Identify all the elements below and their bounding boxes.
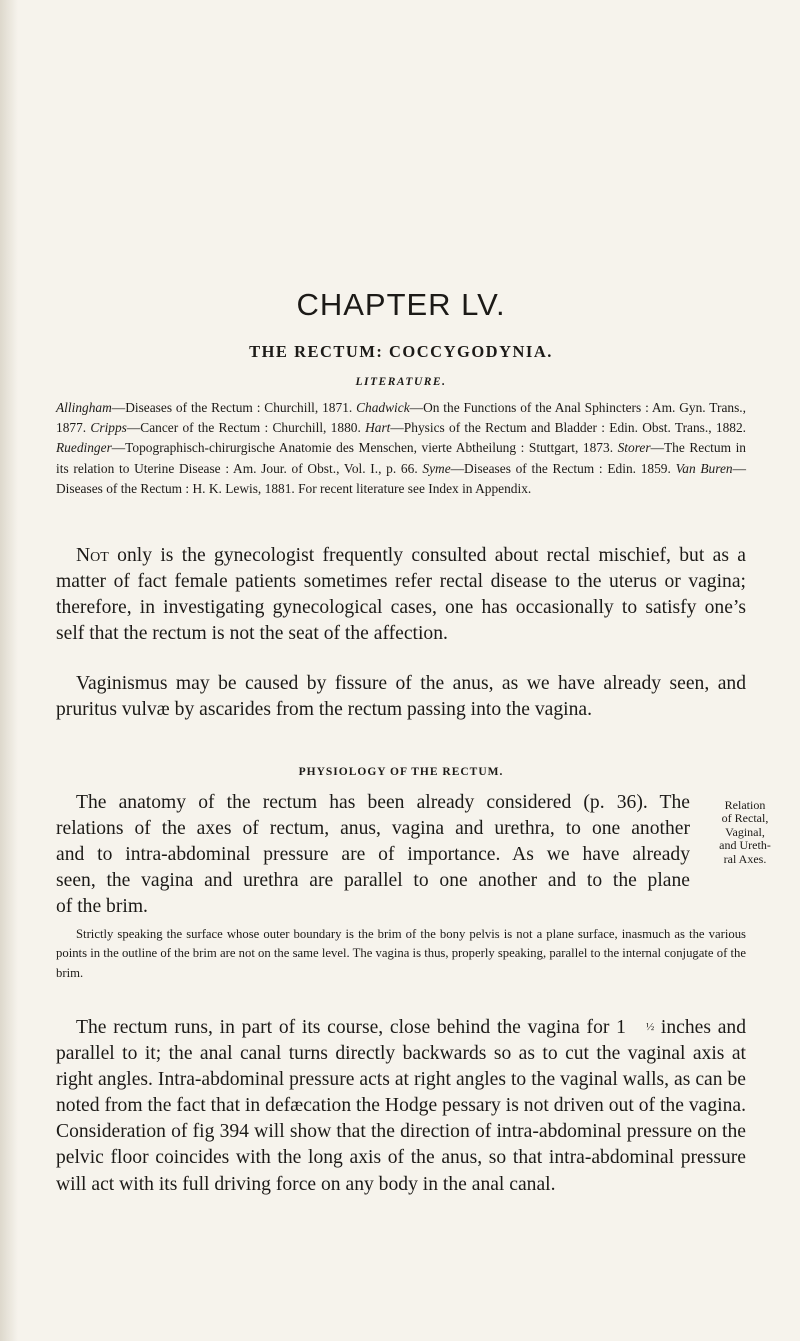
- literature-author: Cripps: [90, 420, 127, 436]
- section-heading-physiology: PHYSIOLOGY OF THE RECTUM.: [298, 766, 504, 778]
- paragraph-line: seen, the vagina and urethra are parallel to one another and to the plane: [56, 870, 690, 891]
- literature-entry: —Diseases of the Rectum : Edin. 1859.: [450, 460, 676, 476]
- paragraph-first-word: Not: [76, 545, 109, 566]
- chapter-subject: THE RECTUM: COCCYGODYNIA.: [249, 342, 553, 361]
- margin-note-line: of Rectal,: [721, 811, 769, 826]
- paragraph-text: The rectum runs, in part of its course, close behind the vagina for 1: [76, 1017, 626, 1038]
- literature-entry: —Diseases of the Rectum : H. K. Lewis, 1881.: [56, 460, 746, 496]
- footnote-brim: Strictly speaking the surface whose outer boundary is the brim of the bony pelvis is not a plane surface, inasmuch as the various points in the outline of the brim are not on the same level. The vagina is thus, properly speaking, parallel to the internal conjugate of the brim.: [56, 927, 746, 980]
- paragraph-line: and to intra-abdominal pressure are of importance. As we have already: [56, 844, 690, 865]
- literature-entry: —Physics of the Rectum and Bladder : Edin. Obst. Trans., 1882.: [390, 420, 746, 436]
- paragraph-intro: [56, 543, 746, 647]
- fraction-half: ½: [645, 1021, 655, 1033]
- literature-author: Allingham: [56, 400, 112, 415]
- literature-entry: —Cancer of the Rectum : Churchill, 1880.: [126, 420, 366, 436]
- margin-note-line: and Ureth-: [719, 838, 771, 853]
- margin-note-line: ral Axes.: [723, 851, 767, 866]
- literature-heading: LITERATURE.: [355, 376, 447, 388]
- paragraph-rectum-course: [56, 1015, 746, 1198]
- literature-author: Van Buren: [675, 460, 733, 476]
- literature-author: Hart: [365, 420, 391, 436]
- literature-author: Storer: [617, 440, 651, 456]
- literature-entry: —Topographisch-chirurgische Anatomie des Menschen, vierte Abtheilung : Stuttgart, 1873.: [111, 440, 618, 456]
- literature-list: [56, 398, 746, 499]
- paragraph-line: The anatomy of the rectum has been already considered (p. 36). The: [76, 792, 690, 813]
- margin-note-line: Vaginal,: [725, 824, 765, 839]
- paragraph-anatomy: [56, 790, 746, 920]
- paragraph-vaginismus: Vaginismus may be caused by fissure of the anus, as we have already seen, and pruritus vulvæ by ascarides from the rectum passing into the vagina.: [56, 673, 746, 721]
- page-edge-shadow: [0, 0, 18, 1341]
- margin-note-line: Relation: [724, 798, 766, 812]
- literature-entry: —On the Functions of the Anal Sphincters : Am. Gyn. Trans., 1877.: [56, 400, 746, 436]
- literature-author: Chadwick: [356, 400, 410, 415]
- chapter-title: CHAPTER LV.: [296, 287, 506, 322]
- paragraph-line: of the brim.: [56, 896, 148, 917]
- literature-entry: —The Rectum in its relation to Uterine Disease : Am. Jour. of Obst., Vol. I., p. 66.: [56, 440, 746, 476]
- literature-author: Syme: [422, 460, 451, 476]
- margin-note: [690, 799, 800, 866]
- paragraph-line: relations of the axes of rectum, anus, vagina and urethra, to one another: [56, 818, 690, 839]
- literature-entry: —Diseases of the Rectum : Churchill, 1871.: [111, 400, 357, 415]
- paragraph-intro-text: only is the gynecologist frequently consulted about rectal mischief, but as a matter of fact female patients sometimes refer rectal disease to the uterus or vagina; therefore, in investigating gynecological cases, one has occasionally to satisfy one’s self that the rectum is not the seat of the affection.: [56, 545, 746, 645]
- literature-author: Ruedinger: [56, 440, 112, 456]
- literature-tail: For recent literature see Index in Appendix.: [298, 480, 532, 496]
- paragraph-text: inches and parallel to it; the anal canal turns directly backwards so as to cut the vaginal axis at right angles. Intra-abdominal pressure acts at right angles to the vaginal walls, as can be noted from the fact that in defæcation the Hodge pessary is not driven out of the vagina. Consideration of fig 394 will show that the direction of intra-abdominal pressure on the pelvic floor coincides with the long axis of the anus, so that intra-abdominal pressure will act with its full driving force on any body in the anal canal.: [56, 1017, 746, 1195]
